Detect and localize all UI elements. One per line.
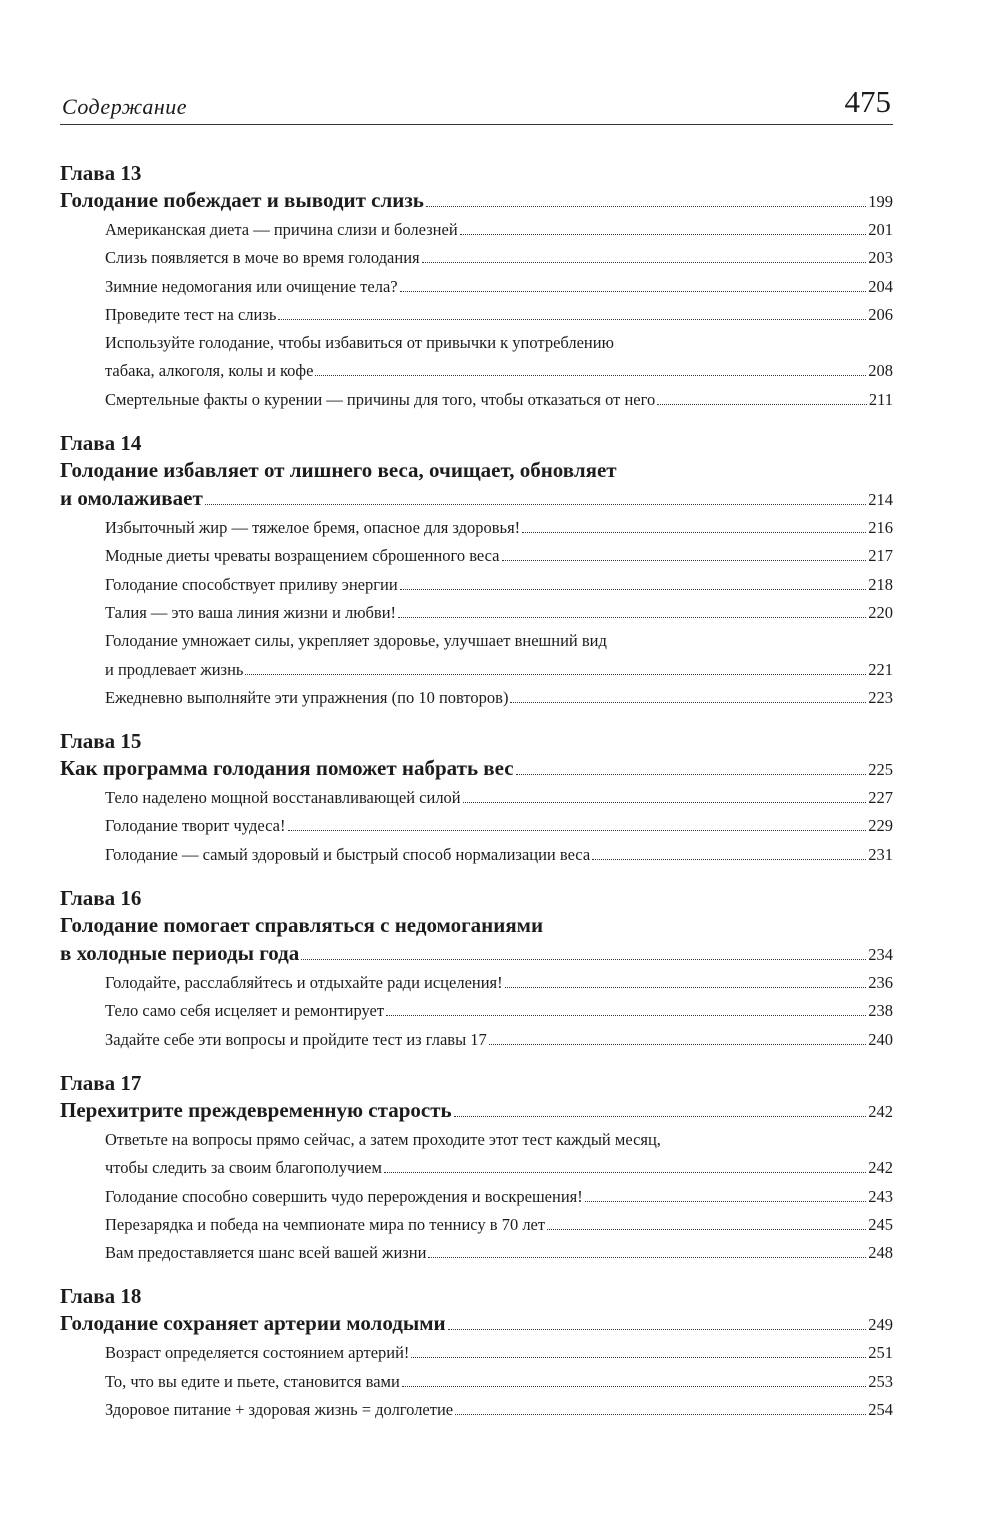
dot-leader xyxy=(400,589,867,590)
chapter-page-number: 242 xyxy=(868,1101,893,1121)
section-title-line: Зимние недомогания или очищение тела? xyxy=(105,276,398,296)
dot-leader xyxy=(516,774,867,775)
section-page-number: 203 xyxy=(868,248,893,268)
toc-section-entry xyxy=(60,1396,893,1424)
chapter-page-number: 214 xyxy=(868,490,893,510)
section-row xyxy=(105,1339,893,1367)
chapter-title-row xyxy=(60,939,893,969)
toc-section-entry xyxy=(60,1368,893,1396)
section-title-line: и продлевает жизнь xyxy=(105,659,244,679)
toc-section-entry xyxy=(60,273,893,301)
toc-section-entry xyxy=(60,329,893,386)
section-row xyxy=(105,1154,893,1182)
chapter-title xyxy=(60,1309,893,1339)
section-row xyxy=(105,273,893,301)
dot-leader xyxy=(411,1357,866,1358)
running-title: Содержание xyxy=(62,94,188,119)
dot-leader xyxy=(510,702,866,703)
section-row xyxy=(105,997,893,1025)
toc-section-entry xyxy=(60,969,893,997)
toc-section-entry xyxy=(60,784,893,812)
section-row xyxy=(105,386,893,414)
section-title-line: Талия — это ваша линия жизни и любви! xyxy=(105,602,397,622)
chapter-title-row xyxy=(60,1096,893,1126)
dot-leader xyxy=(502,560,867,561)
toc-section-entry xyxy=(60,301,893,329)
section-page-number: 245 xyxy=(868,1214,893,1234)
section-page-number: 227 xyxy=(868,788,893,808)
section-title-line: Проведите тест на слизь xyxy=(105,304,277,324)
dot-leader xyxy=(489,1044,866,1045)
section-page-number: 221 xyxy=(868,659,893,679)
dot-leader xyxy=(398,617,866,618)
section-row xyxy=(105,244,893,272)
dot-leader xyxy=(400,291,867,292)
section-page-number: 204 xyxy=(868,276,893,296)
section-title-line: Вам предоставляется шанс всей вашей жизни xyxy=(105,1243,427,1263)
dot-leader xyxy=(592,859,866,860)
chapter-entry xyxy=(60,431,893,712)
chapter-label: Глава 17 xyxy=(60,1070,142,1095)
chapter-label: Глава 13 xyxy=(60,161,142,185)
chapter-title-row xyxy=(60,1309,893,1339)
dot-leader xyxy=(278,319,866,320)
dot-leader xyxy=(245,674,866,675)
toc-section-entry xyxy=(60,514,893,542)
toc-section-entry xyxy=(60,244,893,272)
dot-leader xyxy=(301,959,866,960)
section-page-number: 236 xyxy=(868,973,893,993)
toc-section-entry xyxy=(60,1211,893,1239)
section-page-number: 238 xyxy=(868,1001,893,1021)
section-title-line: Модные диеты чреваты возращением сброшенного веса xyxy=(105,546,500,566)
dot-leader xyxy=(448,1329,867,1330)
chapter-entry xyxy=(60,729,893,869)
dot-leader xyxy=(288,830,867,831)
chapter-label: Глава 16 xyxy=(60,886,142,911)
chapter-title-row xyxy=(60,186,893,216)
section-title-line: Тело наделено мощной восстанавливающей силой xyxy=(105,788,461,808)
section-row xyxy=(105,1396,893,1424)
section-page-number: 253 xyxy=(868,1371,893,1391)
chapter-title-row xyxy=(60,484,893,514)
chapter-title-line: Как программа голодания поможет набрать вес xyxy=(60,756,514,781)
chapter-label: Глава 15 xyxy=(60,729,142,754)
dot-leader xyxy=(460,234,867,235)
toc-section-entry xyxy=(60,571,893,599)
chapter-entry xyxy=(60,886,893,1054)
section-page-number: 251 xyxy=(868,1343,893,1363)
toc-section-entry xyxy=(60,216,893,244)
toc-section-entry xyxy=(60,1183,893,1211)
section-row xyxy=(105,656,893,684)
toc-section-entry xyxy=(60,841,893,869)
chapter-page-number: 225 xyxy=(868,760,893,780)
section-row xyxy=(105,1368,893,1396)
chapter-title-line: Голодание побеждает и выводит слизь xyxy=(60,188,424,212)
section-row xyxy=(105,357,893,385)
toc-section-entry xyxy=(60,627,893,684)
chapter-entry xyxy=(60,161,893,414)
chapter-title-row xyxy=(60,754,893,784)
dot-leader xyxy=(386,1015,866,1016)
section-title-line: Смертельные факты о курении — причины для того, чтобы отказаться от него xyxy=(105,389,656,409)
dot-leader xyxy=(463,802,867,803)
chapter-title xyxy=(60,754,893,784)
dot-leader xyxy=(585,1201,866,1202)
chapter-title xyxy=(60,186,893,216)
section-title-line: Голодание творит чудеса! xyxy=(105,816,286,836)
section-row xyxy=(105,542,893,570)
dot-leader xyxy=(428,1257,866,1258)
section-title-line: Слизь появляется в моче во время голодания xyxy=(105,248,420,268)
section-title-line: Здоровое питание + здоровая жизнь = долголетие xyxy=(105,1400,454,1420)
section-page-number: 216 xyxy=(868,518,893,538)
page-number: 475 xyxy=(844,84,891,119)
section-title-line: Ответьте на вопросы прямо сейчас, а затем проходите этот тест каждый месяц, xyxy=(105,1129,661,1149)
section-page-number: 223 xyxy=(868,687,893,707)
section-page-number: 220 xyxy=(868,602,893,622)
dot-leader xyxy=(454,1116,867,1117)
section-page-number: 231 xyxy=(868,844,893,864)
toc-section-entry xyxy=(60,684,893,712)
section-page-number: 206 xyxy=(868,304,893,324)
dot-leader xyxy=(315,375,866,376)
section-page-number: 242 xyxy=(868,1158,893,1178)
section-page-number: 218 xyxy=(868,574,893,594)
section-row xyxy=(105,1026,893,1054)
chapter-title xyxy=(60,456,893,514)
section-title-line: Ежедневно выполняйте эти упражнения (по 10 повторов) xyxy=(105,687,509,707)
section-title-line: Голодание способно совершить чудо перерождения и воскрешения! xyxy=(105,1186,583,1206)
section-page-number: 201 xyxy=(868,220,893,239)
toc-section-entry xyxy=(60,386,893,414)
section-page-number: 254 xyxy=(868,1400,893,1420)
toc-section-entry xyxy=(60,1026,893,1054)
chapter-title-line: Голодание помогает справляться с недомоганиями xyxy=(60,913,544,938)
dot-leader xyxy=(505,987,867,988)
section-row xyxy=(105,1211,893,1239)
section-title-line: То, что вы едите и пьете, становится вами xyxy=(105,1371,400,1391)
toc-section-entry xyxy=(60,1239,893,1267)
chapter-title-line: Голодание избавляет от лишнего веса, очищает, обновляет xyxy=(60,458,617,483)
section-title-line: Голодайте, расслабляйтесь и отдыхайте ради исцеления! xyxy=(105,973,503,993)
section-row xyxy=(105,216,893,244)
section-page-number: 243 xyxy=(868,1186,893,1206)
section-page-number: 217 xyxy=(868,546,893,566)
section-title-line: Голодание — самый здоровый и быстрый способ нормализации веса xyxy=(105,844,591,864)
section-page-number: 229 xyxy=(868,816,893,836)
chapter-title-line: Голодание сохраняет артерии молодыми xyxy=(60,1311,446,1336)
chapter-title-line: Перехитрите преждевременную старость xyxy=(60,1097,452,1122)
chapter-page-number: 234 xyxy=(868,945,893,965)
dot-leader xyxy=(422,262,867,263)
section-title-line: Используйте голодание, чтобы избавиться от привычки к употреблению xyxy=(105,333,614,353)
section-row xyxy=(105,514,893,542)
dot-leader xyxy=(657,404,867,405)
section-row xyxy=(105,784,893,812)
chapter-entry xyxy=(60,1071,893,1267)
table-of-contents xyxy=(60,161,893,1441)
dot-leader xyxy=(547,1229,866,1230)
dot-leader xyxy=(455,1414,866,1415)
dot-leader xyxy=(522,532,866,533)
section-title-line: Голодание умножает силы, укрепляет здоровье, улучшает внешний вид xyxy=(105,631,607,651)
dot-leader xyxy=(384,1172,866,1173)
section-title-line: чтобы следить за своим благополучием xyxy=(105,1158,382,1178)
dot-leader xyxy=(426,206,866,207)
section-title-line: Американская диета — причина слизи и болезней xyxy=(105,220,458,239)
section-page-number: 211 xyxy=(868,389,893,409)
section-row xyxy=(105,684,893,712)
dot-leader xyxy=(402,1386,866,1387)
toc-section-entry xyxy=(60,542,893,570)
section-title-line: Возраст определяется состоянием артерий! xyxy=(105,1343,410,1363)
chapter-title xyxy=(60,1096,893,1126)
section-row xyxy=(105,812,893,840)
dot-leader xyxy=(205,504,866,505)
section-title-line: Голодание способствует приливу энергии xyxy=(105,574,398,594)
chapter-page-number: 199 xyxy=(868,192,893,211)
chapter-title xyxy=(60,911,893,969)
running-header xyxy=(60,84,893,125)
toc-section-entry xyxy=(60,599,893,627)
chapter-page-number: 249 xyxy=(868,1315,893,1335)
chapter-entry xyxy=(60,1284,893,1424)
section-row xyxy=(105,1239,893,1267)
section-title-line: Задайте себе эти вопросы и пройдите тест из главы 17 xyxy=(105,1029,487,1049)
section-title-line: Перезарядка и победа на чемпионате мира по теннису в 70 лет xyxy=(105,1214,546,1234)
section-row xyxy=(105,301,893,329)
toc-section-entry xyxy=(60,997,893,1025)
section-row xyxy=(105,969,893,997)
section-row xyxy=(105,599,893,627)
chapter-label: Глава 14 xyxy=(60,431,142,456)
section-title-line: табака, алкоголя, колы и кофе xyxy=(105,361,314,381)
toc-section-entry xyxy=(60,1339,893,1367)
toc-section-entry xyxy=(60,812,893,840)
section-row xyxy=(105,571,893,599)
section-page-number: 208 xyxy=(868,361,893,381)
chapter-title-line: и омолаживает xyxy=(60,486,203,511)
section-title-line: Тело само себя исцеляет и ремонтирует xyxy=(105,1001,385,1021)
section-page-number: 248 xyxy=(868,1243,893,1263)
section-row xyxy=(105,1183,893,1211)
toc-section-entry xyxy=(60,1126,893,1183)
section-row xyxy=(105,841,893,869)
chapter-label: Глава 18 xyxy=(60,1284,142,1309)
section-title-line: Избыточный жир — тяжелое бремя, опасное для здоровья! xyxy=(105,518,521,538)
chapter-title-line: в холодные периоды года xyxy=(60,941,300,966)
section-page-number: 240 xyxy=(868,1029,893,1049)
